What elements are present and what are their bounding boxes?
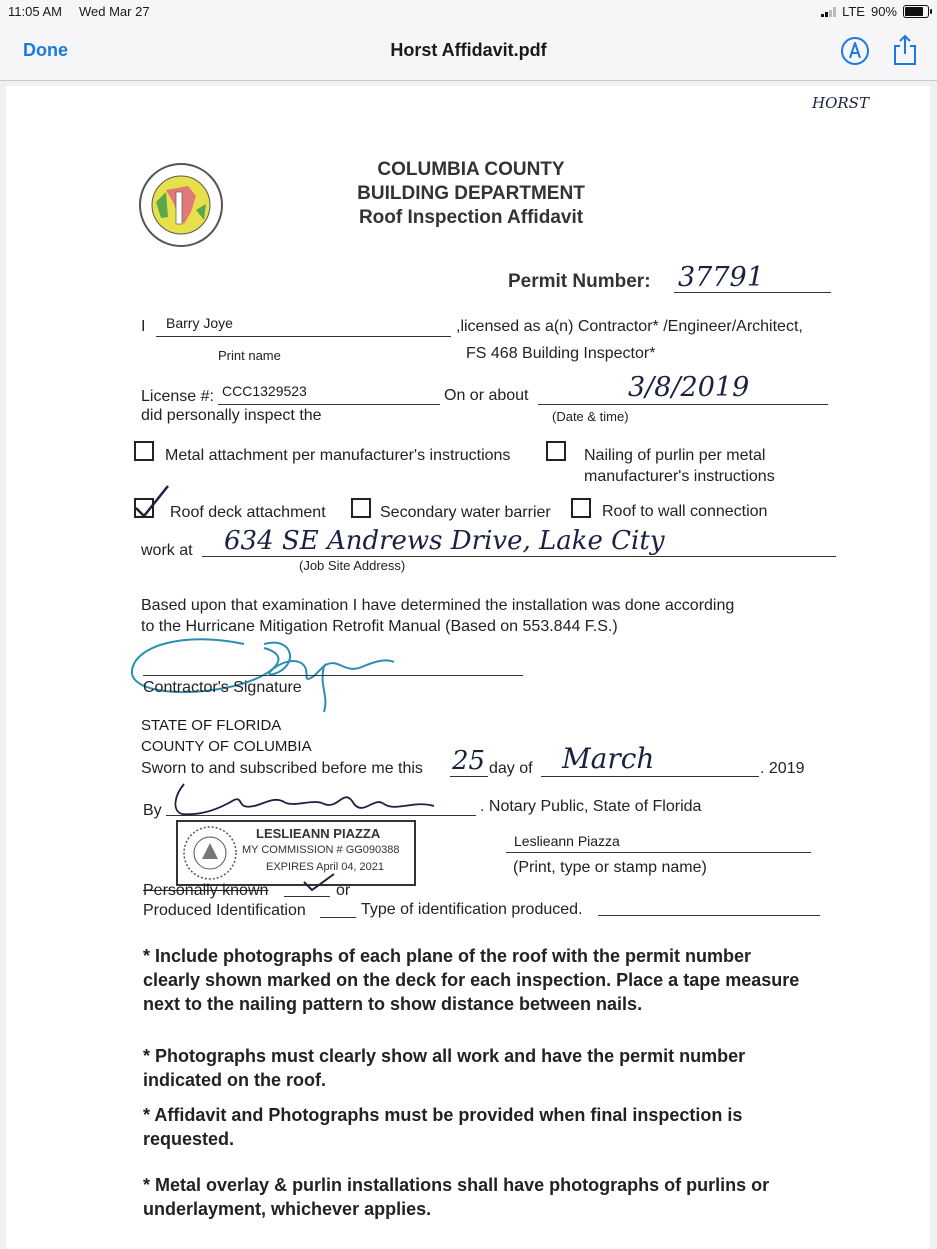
status-time: 11:05 AM <box>8 4 62 19</box>
checkbox-secondary-water-barrier[interactable] <box>351 498 371 518</box>
i-label: I <box>141 318 146 335</box>
header-line-1: COLUMBIA COUNTY <box>377 159 565 180</box>
personally-known-check-icon <box>302 872 336 892</box>
personally-known-label: Personally known <box>143 882 269 899</box>
by-label: By <box>143 802 162 819</box>
checkbox-label-secondary-water-barrier: Secondary water barrier <box>380 504 551 521</box>
on-about-label: On or about <box>444 387 529 404</box>
battery-percent: 90% <box>870 4 897 19</box>
document-title: Horst Affidavit.pdf <box>390 40 547 60</box>
date-caption: (Date & time) <box>552 409 629 424</box>
checkbox-label-roof-to-wall: Roof to wall connection <box>602 503 768 520</box>
battery-fill <box>905 7 923 16</box>
checkbox-metal-attachment[interactable] <box>134 441 154 461</box>
personally-known-line <box>284 896 330 897</box>
stamp-expires: EXPIRES April 04, 2021 <box>266 861 385 873</box>
stamp-name: LESLIEANN PIAZZA <box>256 826 381 841</box>
header-line-2: BUILDING DEPARTMENT <box>357 183 585 204</box>
produced-id-label: Produced Identification <box>143 902 306 919</box>
checkbox-label-metal-attachment: Metal attachment per manufacturer's instructions <box>165 447 511 464</box>
license-label: License #: <box>141 388 214 405</box>
statement-line-2: to the Hurricane Mitigation Retrofit Manual (Based on 553.844 F.S.) <box>141 618 618 635</box>
pdf-page <box>6 86 930 1249</box>
battery-icon <box>903 5 929 18</box>
note-affidavit-final: * Affidavit and Photographs must be provided when final inspection is requested. <box>143 1105 743 1149</box>
state-label: STATE OF FLORIDA <box>141 717 282 734</box>
contractor-signature <box>124 626 414 718</box>
county-seal-icon <box>136 162 226 248</box>
share-icon[interactable] <box>892 34 918 66</box>
notary-name-line <box>506 852 811 853</box>
contractor-sig-label: Contractor's Signature <box>143 679 302 696</box>
print-name-line <box>156 336 451 337</box>
nav-bar <box>0 24 937 81</box>
notary-stamp <box>176 820 416 886</box>
year-label: . 2019 <box>760 760 805 777</box>
signal-icon <box>821 7 836 17</box>
permit-label: Permit Number: <box>508 271 651 292</box>
checkbox-label-nailing-purlin: Nailing of purlin per metal <box>584 447 766 464</box>
licensed-line-1: ,licensed as a(n) Contractor* /Engineer/Architect, <box>456 318 803 335</box>
network-label: LTE <box>842 4 865 19</box>
notary-label: . Notary Public, State of Florida <box>480 798 702 815</box>
note-metal-overlay: * Metal overlay & purlin installations shall have photographs of purlins or underlayment, whichever applies. <box>143 1175 770 1219</box>
print-name-caption: Print name <box>218 348 281 363</box>
licensed-line-2: FS 468 Building Inspector* <box>466 345 656 362</box>
day-value: 25 <box>452 746 486 776</box>
license-value: CCC1329523 <box>222 383 307 399</box>
permit-line <box>674 292 831 293</box>
done-button[interactable]: Done <box>23 40 68 60</box>
notary-signature-line <box>166 815 476 816</box>
statement-line-1: Based upon that examination I have determined the installation was done according <box>141 597 735 614</box>
checkbox-nailing-purlin[interactable] <box>546 441 566 461</box>
work-at-label: work at <box>141 542 193 559</box>
address-caption: (Job Site Address) <box>299 558 406 573</box>
sworn-label: Sworn to and subscribed before me this <box>141 760 423 777</box>
day-of-label: day of <box>489 760 533 777</box>
notary-seal-icon <box>182 825 238 881</box>
form-header <box>306 158 636 230</box>
or-label: or <box>336 882 351 899</box>
header-line-3: Roof Inspection Affidavit <box>358 207 584 228</box>
notary-signature <box>164 776 444 824</box>
markup-pen-icon[interactable] <box>840 36 870 66</box>
stamp-commission: MY COMMISSION # GG090388 <box>242 844 400 856</box>
note-photographs-plane: * Include photographs of each plane of the roof with the permit number clearly shown marked on the deck for each inspection. Place a tape measure next to the nailing pattern to show distance between nails. <box>143 946 800 1014</box>
address-line <box>202 556 836 557</box>
month-value: March <box>562 742 655 775</box>
type-id-line <box>598 915 820 916</box>
month-line <box>541 776 759 777</box>
status-indicators <box>821 4 929 19</box>
affidavit-form <box>6 86 930 1249</box>
notary-name-value: Leslieann Piazza <box>514 833 620 849</box>
status-bar <box>0 0 937 24</box>
notary-name-caption: (Print, type or stamp name) <box>513 859 707 876</box>
check-mark-icon <box>132 484 172 522</box>
status-date: Wed Mar 27 <box>79 4 150 19</box>
checkbox-label-roof-deck: Roof deck attachment <box>170 504 326 521</box>
print-name-value: Barry Joye <box>166 315 233 331</box>
address-value: 634 SE Andrews Drive, Lake City <box>224 526 665 556</box>
note-photographs-work: * Photographs must clearly show all work and have the permit number indicated on the roof. <box>143 1046 746 1090</box>
corner-note: HORST <box>812 94 869 112</box>
date-value: 3/8/2019 <box>628 372 750 403</box>
inspect-label: did personally inspect the <box>141 407 322 424</box>
day-line <box>450 776 488 777</box>
checkbox-roof-to-wall[interactable] <box>571 498 591 518</box>
contractor-signature-line <box>143 675 523 676</box>
county-label: COUNTY OF COLUMBIA <box>141 738 312 755</box>
type-id-label: Type of identification produced. <box>361 901 583 918</box>
checkbox-label-nailing-purlin-2: manufacturer's instructions <box>584 468 775 485</box>
permit-number: 37791 <box>678 262 764 293</box>
produced-id-line <box>320 917 356 918</box>
license-line <box>218 404 440 405</box>
date-line <box>538 404 828 405</box>
